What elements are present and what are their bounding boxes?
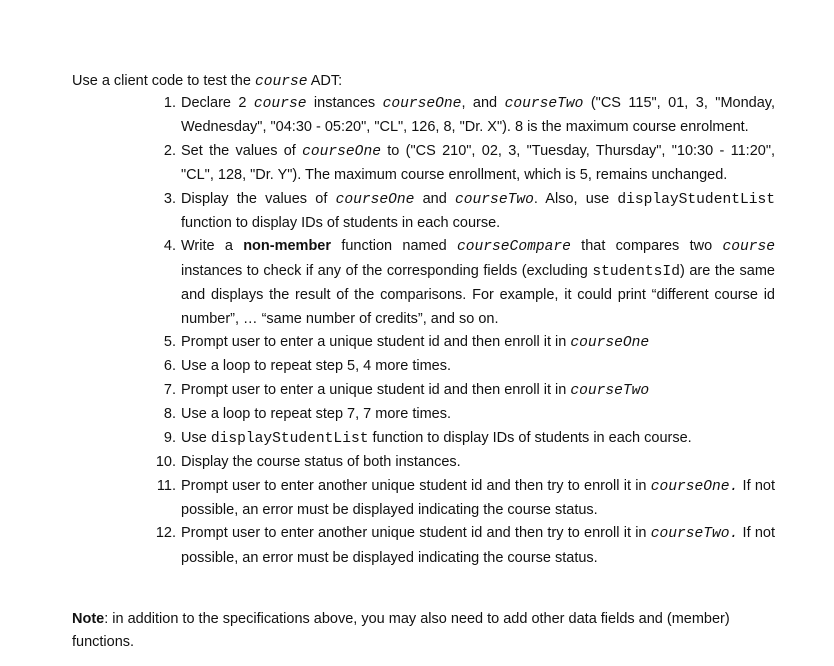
text-segment: Use a loop to repeat step 7, 7 more times.: [181, 406, 451, 423]
step-number: 4.: [163, 238, 176, 255]
step-text: [181, 188, 775, 236]
step-item: [0, 188, 834, 236]
text-segment: Prompt user to enter another unique student id and then try to enroll it in: [181, 477, 651, 494]
text-segment: Display the course status of both instances.: [181, 454, 461, 471]
step-text: [181, 522, 775, 570]
code-identifier: courseOne.: [650, 478, 739, 495]
text-segment: instances to check if any of the corresponding fields (excluding: [181, 262, 593, 279]
steps-list: [0, 92, 834, 570]
code-identifier: studentsId: [592, 263, 680, 280]
text-segment: to ("CS 210", 02, 3, "Tuesday, Thursday", "10:30 - 11:20", "CL", 128, "Dr. Y"). The maximum course enrollment, which is 5, remains unchanged.: [181, 142, 775, 184]
step-text: [181, 403, 775, 426]
code-identifier: courseOne: [382, 96, 462, 112]
intro-text-end: ADT:: [307, 73, 343, 89]
text-segment: Use a loop to repeat step 5, 4 more times.: [181, 358, 451, 375]
text-segment: Display the values of: [181, 190, 336, 207]
text-segment: , and: [461, 95, 505, 111]
text-segment: ) are the same and displays the result of the comparisons. For example, it could print “different course id number”, … “same number of credits”, and so on.: [181, 262, 775, 327]
step-text: [181, 475, 775, 523]
step-item: [0, 355, 834, 378]
step-number: 1.: [163, 95, 176, 111]
step-number: 10.: [155, 454, 176, 471]
step-number: 8.: [163, 406, 176, 423]
code-identifier: courseTwo: [455, 191, 534, 208]
step-number: 3.: [163, 190, 176, 207]
text-segment: If not possible, an error must be displayed indicating the course status.: [181, 477, 775, 518]
step-text: [181, 451, 775, 474]
step-item: [0, 331, 834, 355]
text-segment: Prompt user to enter a unique student id and then enroll it in: [181, 381, 571, 398]
step-text: [181, 379, 775, 403]
text-segment: Use: [181, 429, 211, 446]
step-text: [181, 355, 775, 378]
code-identifier: courseOne: [302, 143, 381, 160]
code-identifier: courseTwo.: [650, 526, 739, 543]
step-item: [0, 403, 834, 426]
step-item: [0, 92, 834, 140]
text-segment: Prompt user to enter another unique student id and then try to enroll it in: [181, 525, 651, 542]
step-number: 6.: [163, 358, 176, 375]
code-identifier: displayStudentList: [617, 191, 775, 208]
code-identifier: courseOne: [570, 335, 650, 352]
intro-code: course: [254, 74, 308, 90]
text-segment: Write a: [181, 238, 244, 255]
step-item: [0, 140, 834, 188]
text-segment: Set the values of: [181, 142, 303, 159]
code-identifier: course: [253, 96, 307, 112]
text-segment: and: [414, 190, 456, 207]
step-text: [181, 235, 775, 331]
step-text: [181, 331, 775, 355]
step-item: [0, 235, 834, 331]
code-identifier: courseCompare: [457, 239, 571, 256]
step-text: [181, 427, 775, 451]
step-item: [0, 522, 834, 570]
note-label: Note: [72, 611, 105, 627]
text-segment: ("CS 115", 01, 3, "Monday, Wednesday", "04:30 - 05:20", "CL", 126, 8, "Dr. X"). 8 is the maximum course enrolment.: [181, 95, 775, 136]
step-number: 2.: [163, 142, 176, 159]
step-item: [0, 427, 834, 451]
code-identifier: course: [722, 239, 775, 256]
intro-line: [72, 70, 342, 94]
step-item: [0, 475, 834, 523]
text-segment: Declare 2: [181, 95, 254, 111]
text-segment: Prompt user to enter a unique student id and then enroll it in: [181, 334, 571, 351]
code-identifier: courseTwo: [570, 382, 650, 399]
step-number: 9.: [163, 429, 176, 446]
code-identifier: courseOne: [335, 191, 415, 208]
step-number: 7.: [163, 381, 176, 398]
step-item: [0, 379, 834, 403]
text-segment: . Also, use: [533, 190, 618, 207]
text-segment: If not possible, an error must be displayed indicating the course status.: [181, 525, 775, 566]
intro-text: Use a client code to test the: [72, 73, 255, 89]
step-text: [181, 92, 775, 140]
code-identifier: courseTwo: [504, 96, 584, 112]
step-item: [0, 451, 834, 474]
note-paragraph: [72, 608, 776, 654]
step-number: 5.: [163, 334, 176, 351]
text-segment: that compares two: [570, 238, 723, 255]
text-segment: instances: [306, 95, 383, 111]
emphasis-text: non-member: [243, 238, 332, 255]
text-segment: function to display IDs of students in each course.: [368, 429, 692, 446]
code-identifier: displayStudentList: [210, 430, 369, 447]
text-segment: function to display IDs of students in each course.: [181, 215, 501, 232]
step-number: 12.: [155, 525, 176, 542]
text-segment: function named: [331, 238, 458, 255]
step-number: 11.: [156, 477, 176, 494]
note-text: : in addition to the specifications above, you may also need to add other data fields and (member) functions.: [72, 611, 730, 650]
step-text: [181, 140, 775, 188]
